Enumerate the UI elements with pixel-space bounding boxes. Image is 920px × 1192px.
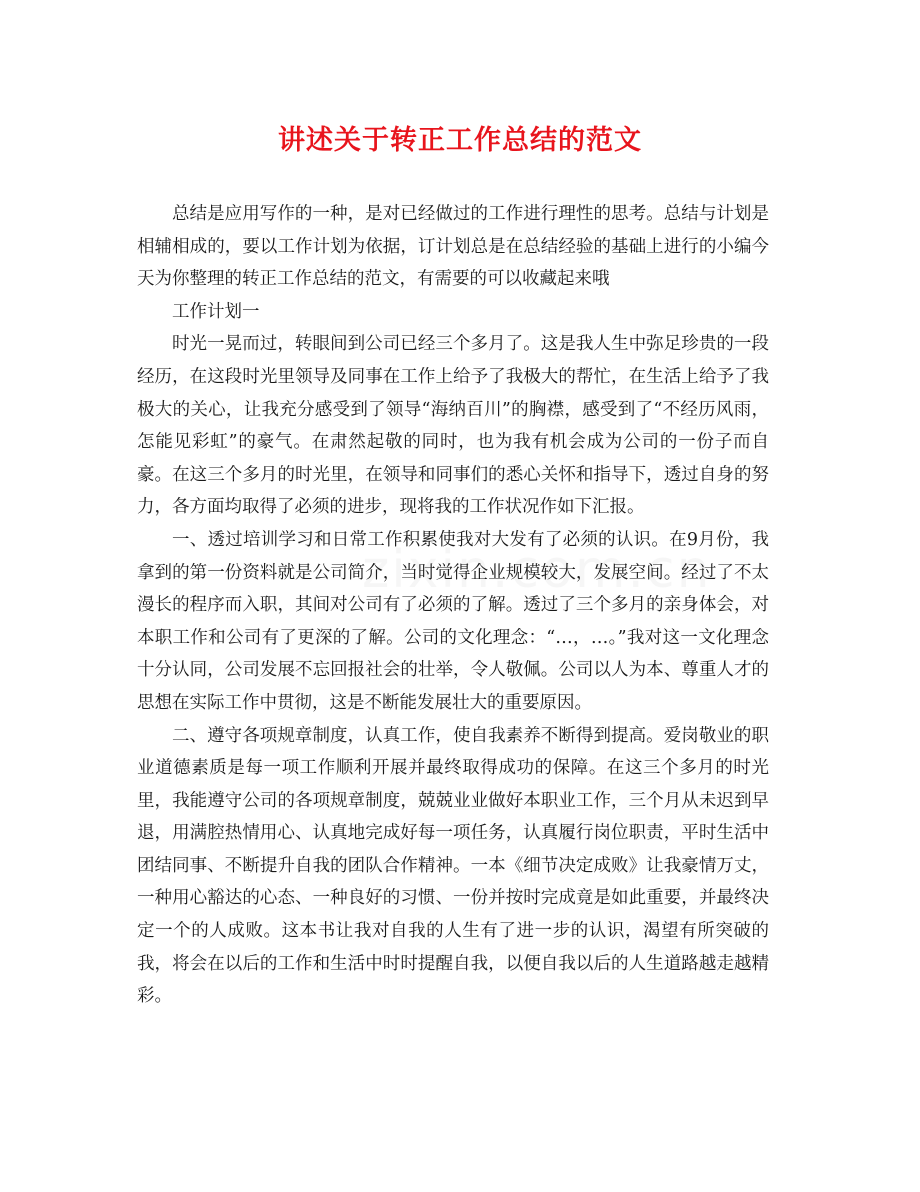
section-heading: 工作计划一 (172, 301, 260, 322)
body-paragraph: 时光一晃而过，转眼间到公司已经三个多月了。这是我人生中弥足珍贵的一段经历，在这段时光里领导及同事在工作上给予了我极大的帮忙，在生活上给予了我极大的关心，让我充分感受到了领导“海纳百川”的胸襟，感受到了“不经历风雨，怎能见彩虹”的豪气。在肃然起敬的同时，也为我有机会成为公司的一份子而自豪。在这三个多月的时光里，在领导和同事们的悉心关怀和指导下，透过自身的努力，各方面均取得了必须的进步，现将我的工作状况作如下汇报。 (137, 334, 769, 518)
body-paragraph: 二、遵守各项规章制度，认真工作，使自我素养不断得到提高。爱岗敬业的职业道德素质是每一项工作顺利开展并最终取得成功的保障。在这三个多月的时光里，我能遵守公司的各项规章制度，兢兢业业做好本职业工作，三个月从未迟到早退，用满腔热情用心、认真地完成好每一项任务，认真履行岗位职责，平时生活中团结同事、不断提升自我的团队合作精神。一本《细节决定成败》让我豪情万丈，一种用心豁达的心态、一种良好的习惯、一份并按时完成竟是如此重要，并最终决定一个的人成败。这本书让我对自我的人生有了进一步的认识，渴望有所突破的我，将会在以后的工作和生活中时时提醒自我，以便自我以后的人生道路越走越精彩。 (137, 725, 769, 1007)
intro-paragraph: 总结是应用写作的一种，是对已经做过的工作进行理性的思考。总结与计划是相辅相成的，要以工作计划为依据，订计划总是在总结经验的基础上进行的小编今天为你整理的转正工作总结的范文，有需要的可以收藏起来哦 (137, 204, 769, 290)
document-body (137, 198, 769, 1013)
document-title: 讲述关于转正工作总结的范文 (278, 125, 642, 156)
body-paragraph: 一、透过培训学习和日常工作积累使我对大发有了必须的认识。在9月份，我拿到的第一份资料就是公司简介，当时觉得企业规模较大，发展空间。经过了不太漫长的程序而入职，其间对公司有了必须的了解。透过了三个多月的亲身体会，对本职工作和公司有了更深的了解。公司的文化理念：“…，…。”我对这一文化理念十分认同，公司发展不忘回报社会的壮举，令人敬佩。公司以人为本、尊重人才的思想在实际工作中贯彻，这是不断能发展壮大的重要原因。 (137, 529, 769, 713)
